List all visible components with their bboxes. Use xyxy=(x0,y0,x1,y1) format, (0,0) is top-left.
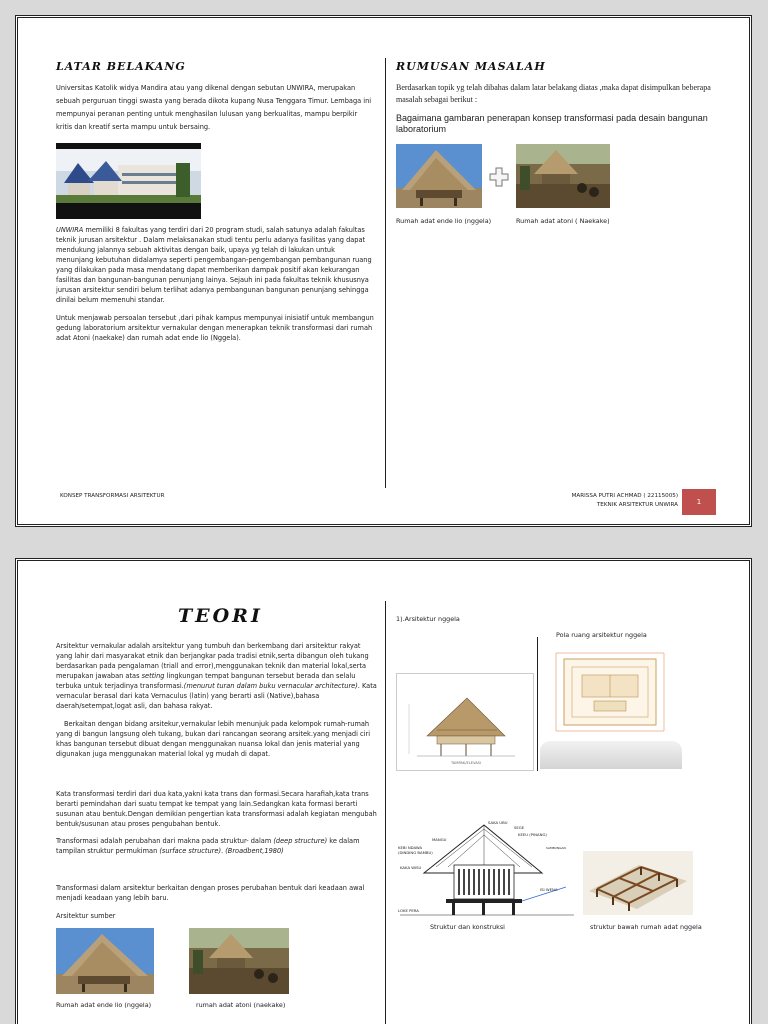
rumusan-paragraph-1: Berdasarkan topik yg telah dibahas dalam latar belakang diatas ,maka dapat disimpulkan beberapa masalah sebagai berikut : xyxy=(396,83,711,104)
rumusan-paragraph-2: Bagaimana gambaran penerapan konsep transformasi pada desain bangunan laboratorium xyxy=(396,113,708,134)
rumah-atoni-photo-2 xyxy=(189,928,289,994)
footer-program: TEKNIK ARSITEKTUR UNWIRA xyxy=(596,502,678,508)
teori-p4-italic-1: (deep structure) xyxy=(273,837,328,845)
caption-rumah-atoni-2: rumah adat atoni (naekake) xyxy=(196,1001,286,1009)
latar-belakang-heading: LATAR BELAKANG xyxy=(56,60,186,73)
caption-rumah-nggela-2: Rumah adat ende lio (nggela) xyxy=(56,1001,152,1009)
plus-icon xyxy=(489,167,509,187)
teori-p1-text-3: . Kata vernacular berasal dari kata Vernaculus (latin) yang berarti asli (Native),bahasa daerah/setempat,logat asli, dan bahasa rakyat. xyxy=(56,682,377,710)
column-divider xyxy=(385,601,386,1024)
document-page-1 xyxy=(15,15,752,527)
label-saka-ubu: SAKA UBU xyxy=(488,820,508,825)
rumah-nggela-photo xyxy=(396,144,482,208)
teori-p4-text-3: . xyxy=(221,847,226,855)
label-mangu: MANGU xyxy=(432,837,447,842)
elevation-drawing xyxy=(396,673,534,771)
label-loke-pera: LOKE PERA xyxy=(398,908,419,913)
teori-p4-citation: (Broadbent,1980) xyxy=(225,847,284,855)
document-page-2 xyxy=(15,558,752,1024)
label-kebi-ndawa: KEBI NDAWA xyxy=(398,845,423,850)
teori-p4-text-2: ke dalam tampilan struktur permukiman xyxy=(56,837,360,855)
latar-paragraph-1: Universitas Katolik widya Mandira atau yang dikenal dengan sebutan UNWIRA, merupakan sebuah perguruan tinggi swasta yang berada dikota kupang Nusa Tenggara Timur. Lembaga ini mempunyai peranan penting untuk menghasilan lulusan yang berkualitas, mampu berpikir kritis dan kreatif serta mampu untuk bersaing. xyxy=(56,84,372,131)
label-isi-wena: ISI WENA xyxy=(540,887,558,892)
label-sambungan: SAMBUNGAN xyxy=(546,846,566,850)
teori-p1-citation: (menurut turan dalam buku vernacular architecture) xyxy=(183,682,358,690)
caption-rumah-atoni: Rumah adat atoni ( Naekake) xyxy=(516,217,610,225)
rumah-nggela-photo-2 xyxy=(56,928,154,994)
teori-paragraph-3: Kata transformasi terdiri dari dua kata,yakni kata trans dan formasi.Secara harafiah,kata trans berarti pemindahan dari suatu tempat ke tempat yang lain.Sedangkan kata formasi berarti susunan atau bentuk.Dengan demikian pengertian kata transformasi adalah kegiatan mengubah bentuk/susunan atau proses pengubahan bentuk. xyxy=(56,790,377,828)
unwira-campus-photo xyxy=(56,143,201,219)
teori-p4-text: Transformasi adalah perubahan dari makna pada struktur- dalam xyxy=(56,837,274,845)
plan-caption: Pola ruang arsitektur nggela xyxy=(556,631,647,639)
latar-paragraph-2-text: memiliki 8 fakultas yang terdiri dari 20 program studi, salah satunya adalah fakultas teknik jurusan arsitektur . Dalam melaksanakan studi tentu perlu adanya fasilitas yang dapat mendukung jalannya sebuah aktivitas dengan baik, upaya yg telah di lakukan untuk menunjang kebutuhan didalamya seperti pengembangan-pengembangan pembangunan ruang yang dilakukan pada masa mendatang dapat memberikan dampak positif akan kekurangan fasilitas dan bangunan-bangunan penunjang lainya. Sejauh ini pada fakultas teknik khususnya jurusan arsitektur sendiri belum terlihat adanya pembangunan bangunan penunjang sehingga dinilai belum memenuhi standar. xyxy=(56,226,372,304)
footer-author: MARISSA PUTRI ACHMAD ( 22115005) xyxy=(571,493,678,499)
teori-p4-italic-2: (surface structure) xyxy=(159,847,222,855)
elevation-label: TAMPAK/ELEVASI xyxy=(451,761,482,765)
label-keeu: KEEU (PINANG) xyxy=(518,832,547,837)
structure-section-drawing xyxy=(396,817,578,925)
teori-paragraph-6: Arsitektur sumber xyxy=(56,912,116,920)
teori-paragraph-5: Transformasi dalam arsitektur berkaitan dengan proses perubahan bentuk dari keadaan awal menjadi keadaan yang lebih baru. xyxy=(56,884,365,902)
rumah-atoni-photo xyxy=(516,144,610,208)
teori-p1-text-2: lingkungan tempat bangunan tersebut berada dan selalu terbuka untuk terjadinya transformasi. xyxy=(56,672,356,690)
base-structure-caption: struktur bawah rumah adat nggela xyxy=(590,923,702,931)
page-number-badge: 1 xyxy=(682,489,716,515)
label-kaka-wisu: KAKA WISU xyxy=(400,865,422,870)
unwira-italic: UNWIRA xyxy=(56,226,84,234)
latar-paragraph-2 xyxy=(56,225,374,305)
base-structure-render xyxy=(583,851,693,915)
teori-heading: TEORI xyxy=(178,605,263,627)
teori-p1-text: Arsitektur vernakular adalah arsitektur yang tumbuh dan berkembang dari arsitektur rakyat yang lahir dari masyarakat etnik dan berjangkar pada tradisi etnik,serta dibangun oleh tukang berdasarkan pada pengalaman (triall and error),menggunakan teknik dan material lokal,serta merupakan jawaban atas xyxy=(56,642,369,680)
rumusan-masalah-heading: RUMUSAN MASALAH xyxy=(396,60,546,73)
teori-paragraph-1 xyxy=(56,641,378,711)
latar-paragraph-3: Untuk menjawab persoalan tersebut ,dari pihak kampus mempunyai inisiatif untuk membangun gedung laboratorium arsitektur vernakular dengan menerapkan teknik transformasi dari rumah adat Atoni (naekake) dan rumah adat ende lio (Nggela). xyxy=(56,314,374,342)
label-sege: SEGE xyxy=(514,825,525,830)
drawing-divider xyxy=(537,637,538,771)
structure-caption: Struktur dan konstruksi xyxy=(430,923,505,931)
teori-p1-italic-setting: setting xyxy=(141,672,165,680)
label-dinding-bambu: (DINDING BAMBU) xyxy=(398,850,433,855)
teori-paragraph-4 xyxy=(56,836,378,856)
caption-rumah-nggela: Rumah adat ende lio (nggela) xyxy=(396,217,492,225)
arsitektur-nggela-heading: 1).Arsitektur nggela xyxy=(396,615,460,623)
floor-plan-drawing xyxy=(542,641,680,741)
column-divider xyxy=(385,58,386,488)
footer-left: KONSEP TRANSFORMASI ARSITEKTUR xyxy=(60,493,165,499)
gray-shadow-panel xyxy=(540,741,682,769)
teori-paragraph-2: Berkaitan dengan bidang arsitekur,vernakular lebih menunjuk pada kelompok rumah-rumah yang di bangun langsung oleh tukang, bukan dari rancangan seorang arsitek.yang menjadi ciri khas bangunan tersebut dibuat dengan menggunakan nuansa lokal dan jenis material yang digunakan juga menggunakan material lokal yg mudah di dapat. xyxy=(56,720,371,758)
